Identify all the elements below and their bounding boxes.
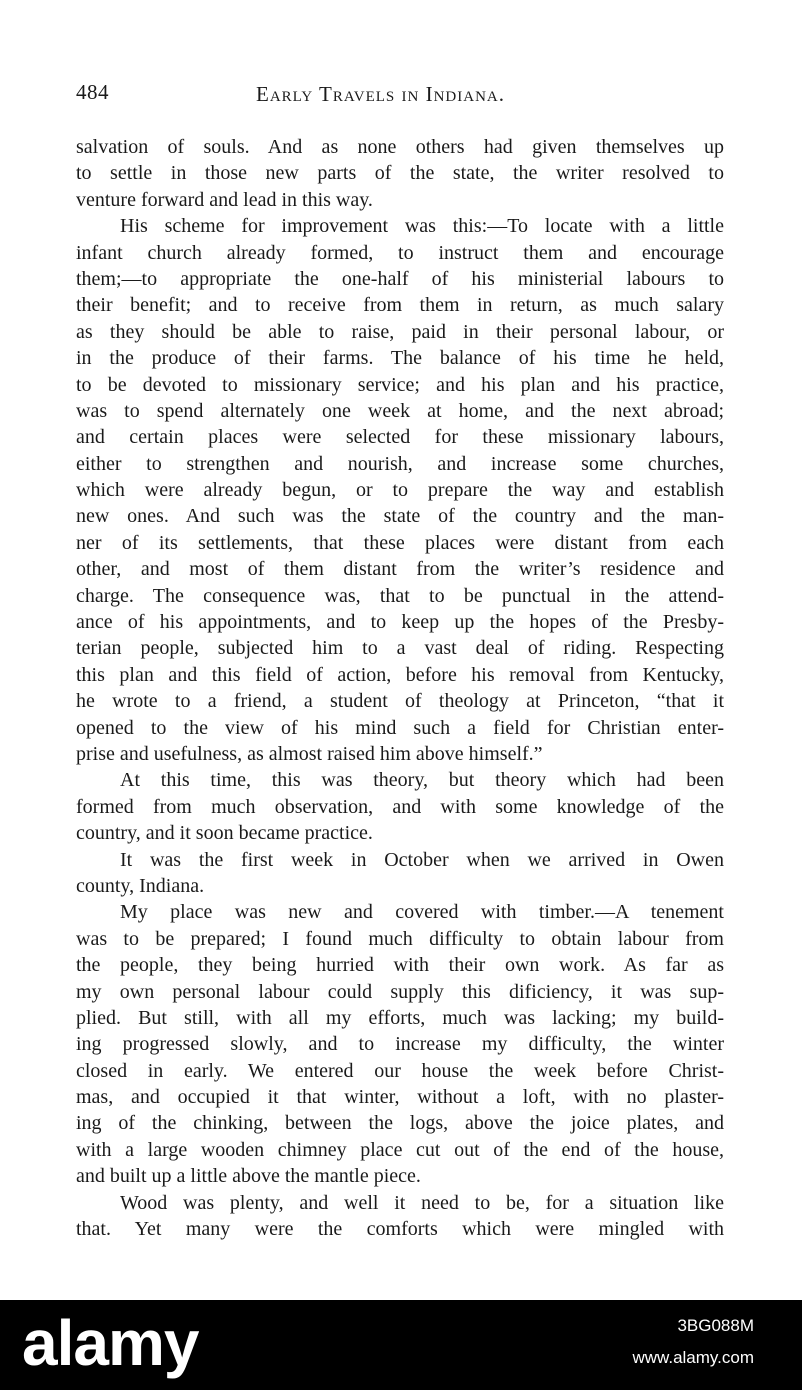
- text-line: His scheme for improvement was this:—To locate with a little: [120, 215, 724, 238]
- text-line: At this time, this was theory, but theory which had been: [120, 769, 724, 792]
- text-line: formed from much observation, and with some knowledge of the: [76, 795, 724, 818]
- text-line: this plan and this field of action, before his removal from Kentucky,: [76, 663, 724, 686]
- text-line: infant church already formed, to instruct them and encourage: [76, 241, 724, 264]
- text-line: charge. The consequence was, that to be punctual in the attend-: [76, 584, 724, 607]
- text-line: county, Indiana.: [76, 874, 205, 897]
- text-line: the people, they being hurried with their own work. As far as: [76, 954, 724, 977]
- text-line: he wrote to a friend, a student of theology at Princeton, “that it: [76, 690, 724, 713]
- page-number: 484: [76, 80, 109, 104]
- running-title: Early Travels in Indiana.: [256, 82, 505, 106]
- text-line: to be devoted to missionary service; and his plan and his practice,: [76, 373, 724, 396]
- text-line: salvation of souls. And as none others had given themselves up: [76, 136, 724, 158]
- text-line: ing progressed slowly, and to increase my difficulty, the winter: [76, 1033, 724, 1056]
- text-line: which were already begun, or to prepare the way and establish: [76, 479, 724, 502]
- text-line: either to strengthen and nourish, and increase some churches,: [76, 452, 724, 475]
- text-line: my own personal labour could supply this dificiency, it was sup-: [76, 980, 724, 1003]
- text-line: in the produce of their farms. The balance of his time he held,: [76, 347, 724, 370]
- text-line: mas, and occupied it that winter, without a loft, with no plaster-: [76, 1086, 724, 1109]
- text-line: other, and most of them distant from the writer’s residence and: [76, 558, 724, 581]
- text-line: them;—to appropriate the one-half of his ministerial labours to: [76, 267, 724, 290]
- text-line: plied. But still, with all my efforts, much was lacking; my build-: [76, 1006, 724, 1029]
- text-line: as they should be able to raise, paid in their personal labour, or: [76, 320, 724, 343]
- text-line: with a large wooden chimney place cut out of the end of the house,: [76, 1138, 724, 1161]
- text-line: prise and usefulness, as almost raised him above himself.”: [76, 742, 543, 765]
- text-line: venture forward and lead in this way.: [76, 188, 373, 211]
- text-line: to settle in those new parts of the state, the writer resolved to: [76, 162, 724, 185]
- text-line: was to spend alternately one week at home, and the next abroad;: [76, 399, 724, 422]
- text-line: ner of its settlements, that these places were distant from each: [76, 531, 724, 554]
- text-line: Wood was plenty, and well it need to be, for a situation like: [120, 1191, 724, 1214]
- watermark-banner: [0, 1300, 802, 1390]
- text-line: new ones. And such was the state of the country and the man-: [76, 505, 724, 528]
- watermark-url: www.alamy.com: [632, 1348, 754, 1367]
- text-line: their benefit; and to receive from them in return, as much salary: [76, 294, 724, 317]
- text-line: was to be prepared; I found much difficulty to obtain labour from: [76, 927, 724, 950]
- text-line: It was the first week in October when we arrived in Owen: [120, 848, 724, 871]
- text-line: ing of the chinking, between the logs, above the joice plates, and: [76, 1112, 724, 1135]
- text-line: closed in early. We entered our house the week before Christ-: [76, 1059, 724, 1082]
- text-line: opened to the view of his mind such a field for Christian enter-: [76, 716, 724, 739]
- text-line: country, and it soon became practice.: [76, 822, 373, 845]
- body-text: [76, 134, 724, 1242]
- text-line: terian people, subjected him to a vast deal of riding. Respecting: [76, 637, 724, 660]
- text-line: and built up a little above the mantle piece.: [76, 1165, 421, 1188]
- text-line: and certain places were selected for these missionary labours,: [76, 426, 724, 449]
- text-line: My place was new and covered with timber.—A tenement: [120, 901, 724, 924]
- text-line: that. Yet many were the comforts which were mingled with: [76, 1218, 724, 1241]
- image-code: 3BG088M: [677, 1316, 754, 1335]
- watermark-logo: alamy: [22, 1307, 199, 1379]
- text-line: ance of his appointments, and to keep up the hopes of the Presby-: [76, 611, 724, 634]
- page-header: [76, 80, 726, 110]
